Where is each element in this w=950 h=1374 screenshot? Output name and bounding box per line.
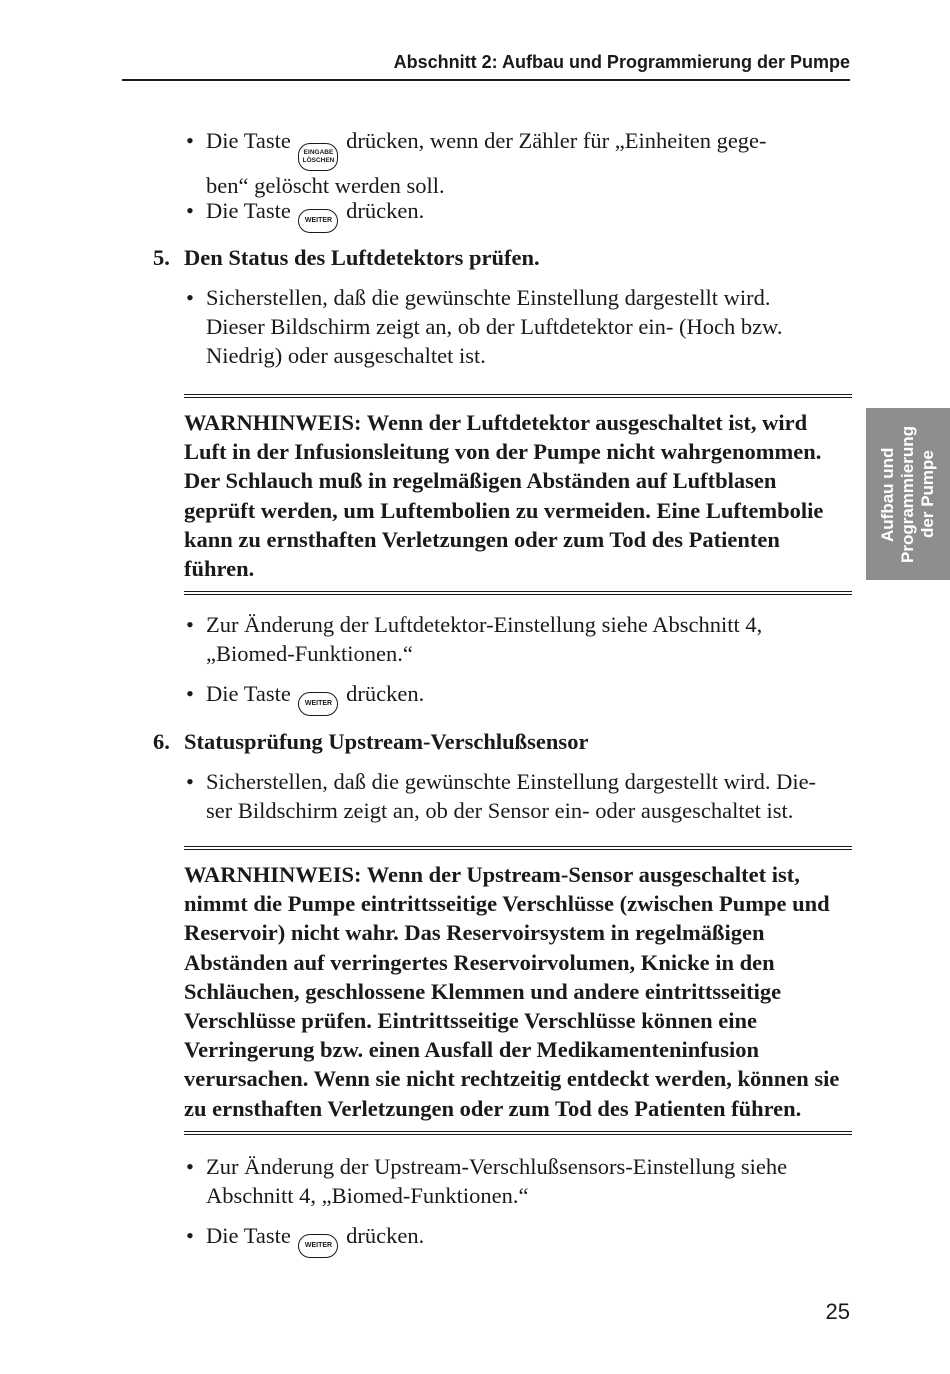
eingabe-loeschen-key-icon: EINGABE LÖSCHEN (298, 143, 338, 171)
step5-bullet-check-setting (186, 283, 852, 370)
bullet-text: Die Taste (206, 128, 291, 153)
step-number: 5. (153, 245, 170, 270)
bullet-text: ben“ gelöscht werden soll. (206, 173, 445, 198)
bullet-text: Abschnitt 4, „Biomed-Funktionen.“ (206, 1183, 529, 1208)
bullet-text: Sicherstellen, daß die gewünschte Einstellung dargestellt wird. (206, 285, 771, 310)
bullet-text: ser Bildschirm zeigt an, ob der Sensor ein- oder ausgeschaltet ist. (206, 798, 794, 823)
bullet-text: Dieser Bildschirm zeigt an, ob der Luftdetektor ein- (Hoch bzw. (206, 314, 783, 339)
step6-bullet-change-setting (186, 1152, 852, 1210)
bullet-dot: • (186, 1154, 194, 1179)
bullet-dot: • (186, 1223, 194, 1248)
bullet-text: drücken. (346, 681, 425, 706)
weiter-key-icon: WEITER (298, 1234, 338, 1258)
bullet-dot: • (186, 198, 194, 223)
bullet-dot: • (186, 612, 194, 637)
step-title: Statusprüfung Upstream-Verschlußsensor (184, 729, 589, 754)
side-tab-line-2: Programmierung (898, 425, 917, 563)
running-header: Abschnitt 2: Aufbau und Programmierung der Pumpe (122, 52, 850, 81)
side-tab-label (878, 426, 938, 563)
step-5-heading (153, 243, 853, 272)
bullet-dot: • (186, 285, 194, 310)
bullet-eingabe-loeschen (186, 126, 852, 200)
bullet-text: drücken. (346, 198, 425, 223)
step-number: 6. (153, 729, 170, 754)
step5-bullet-weiter (186, 679, 852, 716)
bullet-text: Die Taste (206, 1223, 291, 1248)
step-title: Den Status des Luftdetektors prüfen. (184, 245, 540, 270)
page-number: 25 (825, 1299, 850, 1324)
bullet-text: Zur Änderung der Upstream-Verschlußsensors-Einstellung siehe (206, 1154, 788, 1179)
warning-box-upstream-sensor (184, 846, 852, 1135)
bullet-text: Die Taste (206, 198, 291, 223)
section-side-tab (866, 408, 950, 580)
step6-bullet-weiter (186, 1221, 852, 1258)
warning-box-air-detector (184, 394, 852, 595)
step6-bullet-check-setting (186, 767, 852, 825)
step5-bullet-change-setting (186, 610, 852, 668)
bullet-dot: • (186, 681, 194, 706)
weiter-key-icon: WEITER (298, 209, 338, 233)
bullet-text: drücken. (346, 1223, 425, 1248)
warning-text: WARNHINWEIS: Wenn der Upstream-Sensor ausgeschaltet ist, nimmt die Pumpe eintrittsseitige Verschlüsse (zwischen Pumpe und Reservoir) nicht wahr. Das Reservoirsystem in regelmäßigen Abständen auf verringertes Reservoirvolumen, Knicke in den Schläuchen, geschlossene Klemmen und andere eintrittsseitige Verschlüsse prüfen. Eintrittsseitige Verschlüsse können eine Verringerung bzw. einen Ausfall der Medikamenteninfusion verursachen. Wenn sie nicht rechtzeitig entdeckt werden, können sie zu ernsthaften Verletzungen oder zum Tod des Patienten führen. (184, 862, 840, 1121)
bullet-dot: • (186, 769, 194, 794)
side-tab-line-3: der Pumpe (918, 450, 937, 538)
bullet-dot: • (186, 128, 194, 153)
bullet-text: „Biomed-Funktionen.“ (206, 641, 413, 666)
step-6-heading (153, 727, 853, 756)
weiter-key-icon: WEITER (298, 692, 338, 716)
bullet-text: Sicherstellen, daß die gewünschte Einstellung dargestellt wird. Die- (206, 769, 817, 794)
bullet-text: Die Taste (206, 681, 291, 706)
bullet-text: Zur Änderung der Luftdetektor-Einstellung siehe Abschnitt 4, (206, 612, 763, 637)
bullet-text: Niedrig) oder ausgeschaltet ist. (206, 343, 486, 368)
warning-text: WARNHINWEIS: Wenn der Luftdetektor ausgeschaltet ist, wird Luft in der Infusionsleitung von der Pumpe nicht wahrgenommen. Der Schlauch muß in regelmäßigen Abständen auf Luftblasen geprüft werden, um Luftembolien zu vermeiden. Eine Luftembolie kann zu ernsthaften Verletzungen oder zum Tod des Patienten führen. (184, 410, 824, 582)
bullet-text: drücken, wenn der Zähler für „Einheiten gege- (346, 128, 767, 153)
side-tab-line-1: Aufbau und (878, 446, 897, 542)
bullet-weiter-1 (186, 196, 852, 233)
